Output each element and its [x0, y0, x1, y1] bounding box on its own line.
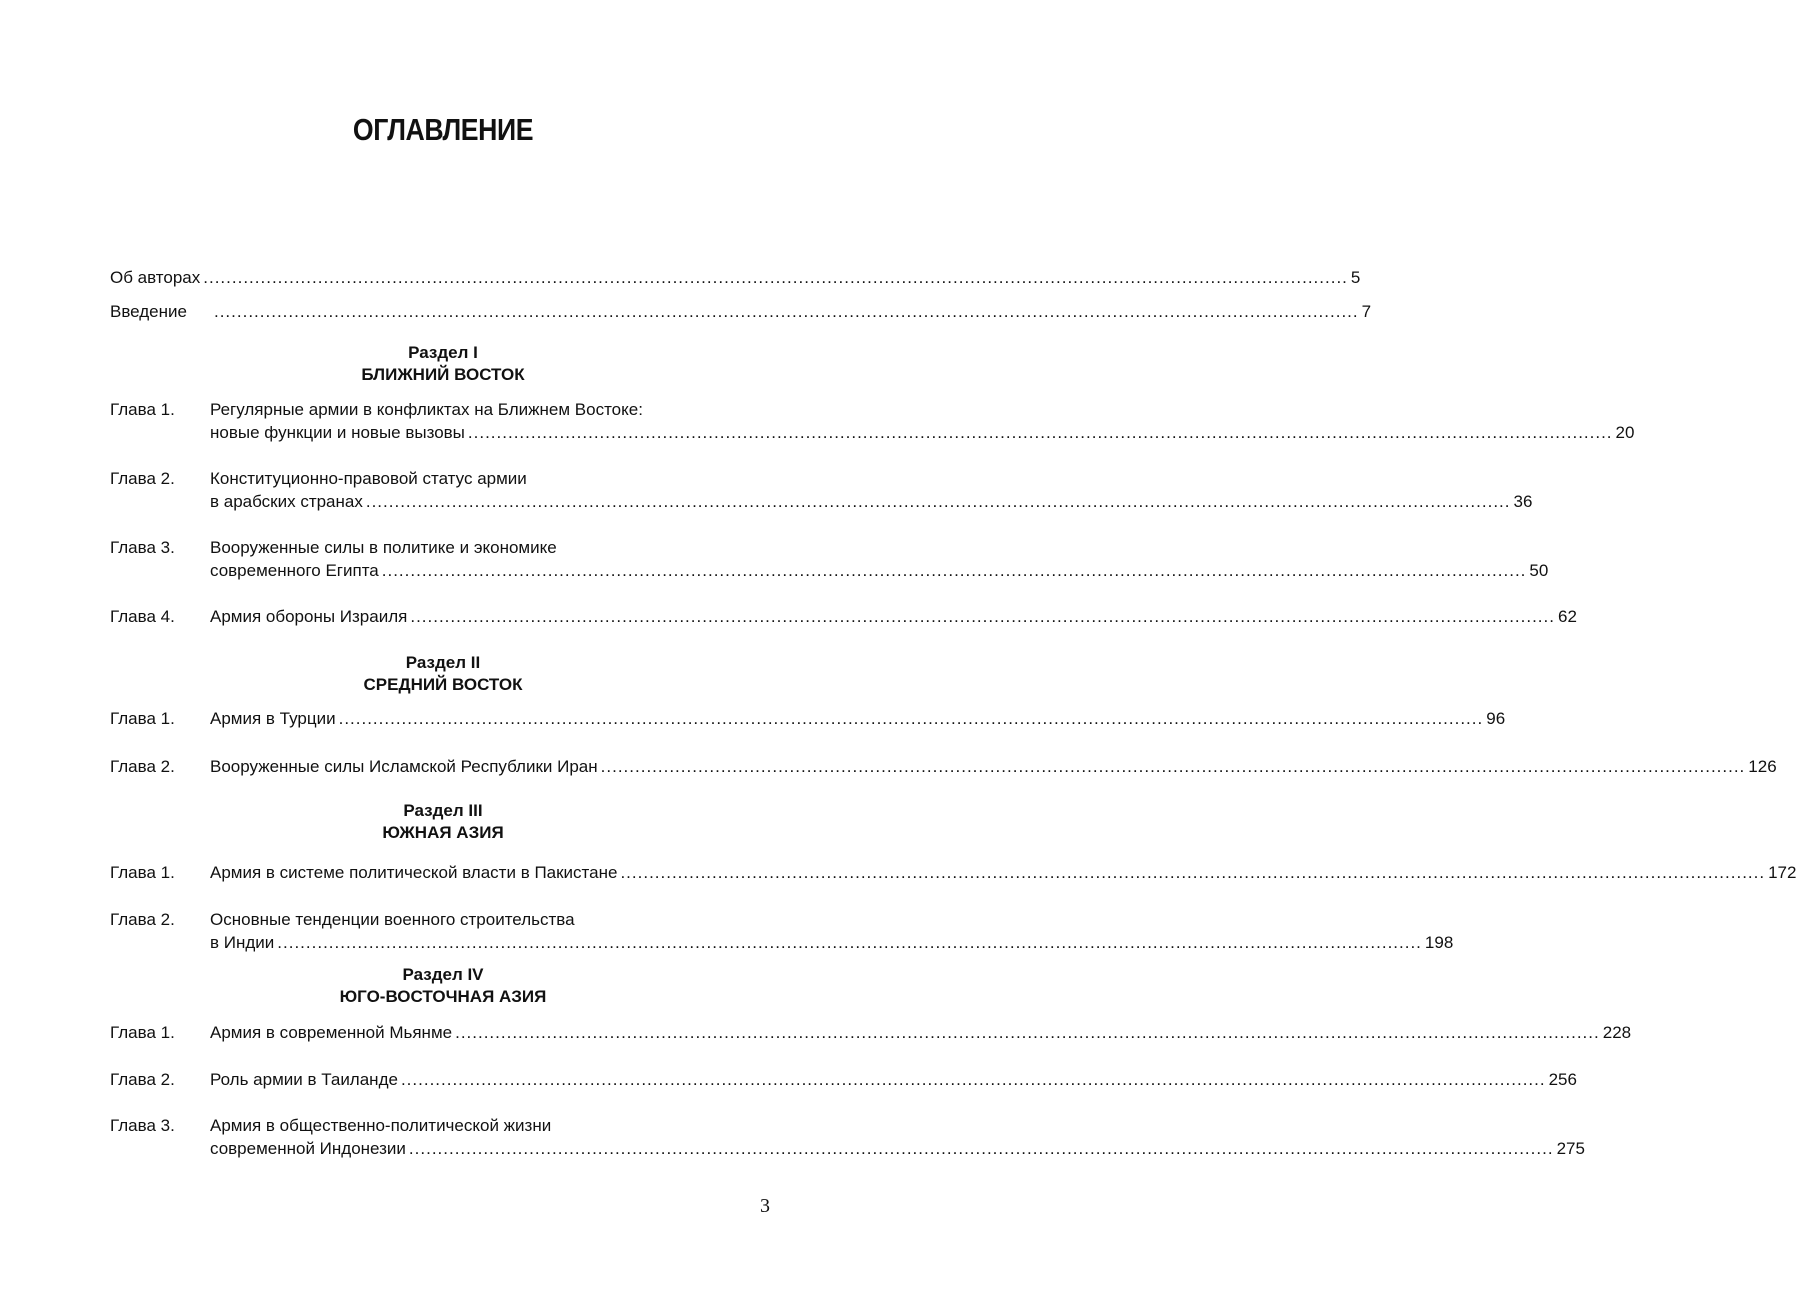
- dot-leader: ........................................................................................................................................................................................................: [381, 561, 1527, 580]
- chapter-page-number: 126: [1748, 757, 1777, 776]
- chapter-label: Глава 1.: [110, 1023, 175, 1042]
- chapter-title-line: современного Египта: [210, 561, 379, 580]
- chapter-entry[interactable]: [210, 707, 1506, 731]
- chapter-page-number: 36: [1513, 492, 1533, 511]
- chapter-title-line: Армия в Турции: [210, 709, 336, 728]
- dot-leader: ........................................................................................................................................................................................................: [365, 492, 1511, 511]
- chapter-entry[interactable]: [210, 861, 1796, 885]
- chapter-title-line[interactable]: Армия в общественно-политической жизни: [210, 1116, 552, 1135]
- chapter-title-line: Армия в современной Мьянме: [210, 1023, 453, 1042]
- chapter-label: Глава 2.: [110, 469, 175, 488]
- section-name: ЮЖНАЯ АЗИЯ: [382, 823, 504, 842]
- section-number: Раздел II: [405, 653, 481, 672]
- chapter-entry[interactable]: [210, 559, 1549, 583]
- chapter-title-line: современной Индонезии: [210, 1139, 406, 1158]
- dot-leader: ........................................................................................................................................................................................................: [620, 863, 1766, 882]
- page-title: ОГЛАВЛЕНИЕ: [352, 112, 534, 147]
- chapter-label: Глава 2.: [110, 910, 175, 929]
- chapter-title-line[interactable]: Конституционно-правовой статус армии: [210, 469, 527, 488]
- chapter-label: Глава 2.: [110, 1070, 175, 1089]
- entry-page-number: 7: [1361, 302, 1372, 321]
- chapter-entry[interactable]: [210, 1021, 1632, 1045]
- toc-entry-introduction[interactable]: [110, 300, 1372, 324]
- chapter-page-number: 275: [1556, 1139, 1585, 1158]
- chapter-entry[interactable]: [210, 1068, 1577, 1092]
- chapter-title-line[interactable]: Основные тенденции военного строительства: [210, 910, 575, 929]
- chapter-page-number: 50: [1529, 561, 1549, 580]
- section-number: Раздел III: [403, 801, 483, 820]
- chapter-label: Глава 4.: [110, 607, 175, 626]
- section-name: СРЕДНИЙ ВОСТОК: [363, 675, 523, 694]
- chapter-page-number: 198: [1424, 933, 1454, 952]
- chapter-title-line: Армия в системе политической власти в Пакистане: [210, 863, 618, 882]
- chapter-entry[interactable]: [210, 1137, 1585, 1161]
- chapter-title-line: Вооруженные силы Исламской Республики Иран: [210, 757, 598, 776]
- entry-label: Об авторах: [110, 268, 201, 287]
- section-name: ЮГО-ВОСТОЧНАЯ АЗИЯ: [339, 987, 547, 1006]
- toc-entry-about-authors[interactable]: [110, 266, 1361, 290]
- chapter-title-line: Роль армии в Таиланде: [210, 1070, 398, 1089]
- chapter-title-line[interactable]: Вооруженные силы в политике и экономике: [210, 538, 557, 557]
- chapter-page-number: 256: [1548, 1070, 1577, 1089]
- chapter-entry[interactable]: [210, 421, 1635, 445]
- chapter-entry[interactable]: [210, 490, 1533, 514]
- chapter-label: Глава 1.: [110, 863, 175, 882]
- chapter-title-line: в арабских странах: [210, 492, 363, 511]
- dot-leader: ........................................................................................................................................................................................................: [408, 1139, 1554, 1158]
- chapter-title-line: в Индии: [210, 933, 275, 952]
- dot-leader: ........................................................................................................................................................................................................: [410, 607, 1555, 626]
- dot-leader: ........................................................................................................................................................................................................: [467, 423, 1613, 442]
- chapter-title-line[interactable]: Регулярные армии в конфликтах на Ближнем Востоке:: [210, 400, 643, 419]
- chapter-entry[interactable]: [210, 931, 1454, 955]
- dot-leader: ........................................................................................................................................................................................................: [213, 302, 1359, 321]
- page-number: 3: [760, 1195, 770, 1217]
- entry-label: Введение: [110, 302, 187, 321]
- chapter-label: Глава 3.: [110, 538, 175, 557]
- dot-leader: ........................................................................................................................................................................................................: [277, 933, 1422, 952]
- dot-leader: ........................................................................................................................................................................................................: [203, 268, 1348, 287]
- dot-leader: ........................................................................................................................................................................................................: [400, 1070, 1546, 1089]
- section-number: Раздел I: [408, 343, 478, 362]
- dot-leader: ........................................................................................................................................................................................................: [338, 709, 1484, 728]
- chapter-entry[interactable]: [210, 605, 1577, 629]
- chapter-page-number: 62: [1557, 607, 1577, 626]
- section-name: БЛИЖНИЙ ВОСТОК: [361, 365, 525, 384]
- dot-leader: ........................................................................................................................................................................................................: [600, 757, 1746, 776]
- chapter-label: Глава 2.: [110, 757, 175, 776]
- chapter-entry[interactable]: [210, 755, 1777, 779]
- chapter-label: Глава 3.: [110, 1116, 175, 1135]
- chapter-page-number: 228: [1602, 1023, 1632, 1042]
- dot-leader: ........................................................................................................................................................................................................: [455, 1023, 1600, 1042]
- chapter-label: Глава 1.: [110, 400, 175, 419]
- chapter-page-number: 20: [1615, 423, 1635, 442]
- chapter-label: Глава 1.: [110, 709, 175, 728]
- chapter-page-number: 172: [1768, 863, 1796, 882]
- chapter-title-line: Армия обороны Израиля: [210, 607, 408, 626]
- entry-page-number: 5: [1350, 268, 1361, 287]
- chapter-page-number: 96: [1486, 709, 1506, 728]
- section-number: Раздел IV: [402, 965, 484, 984]
- chapter-title-line: новые функции и новые вызовы: [210, 423, 465, 442]
